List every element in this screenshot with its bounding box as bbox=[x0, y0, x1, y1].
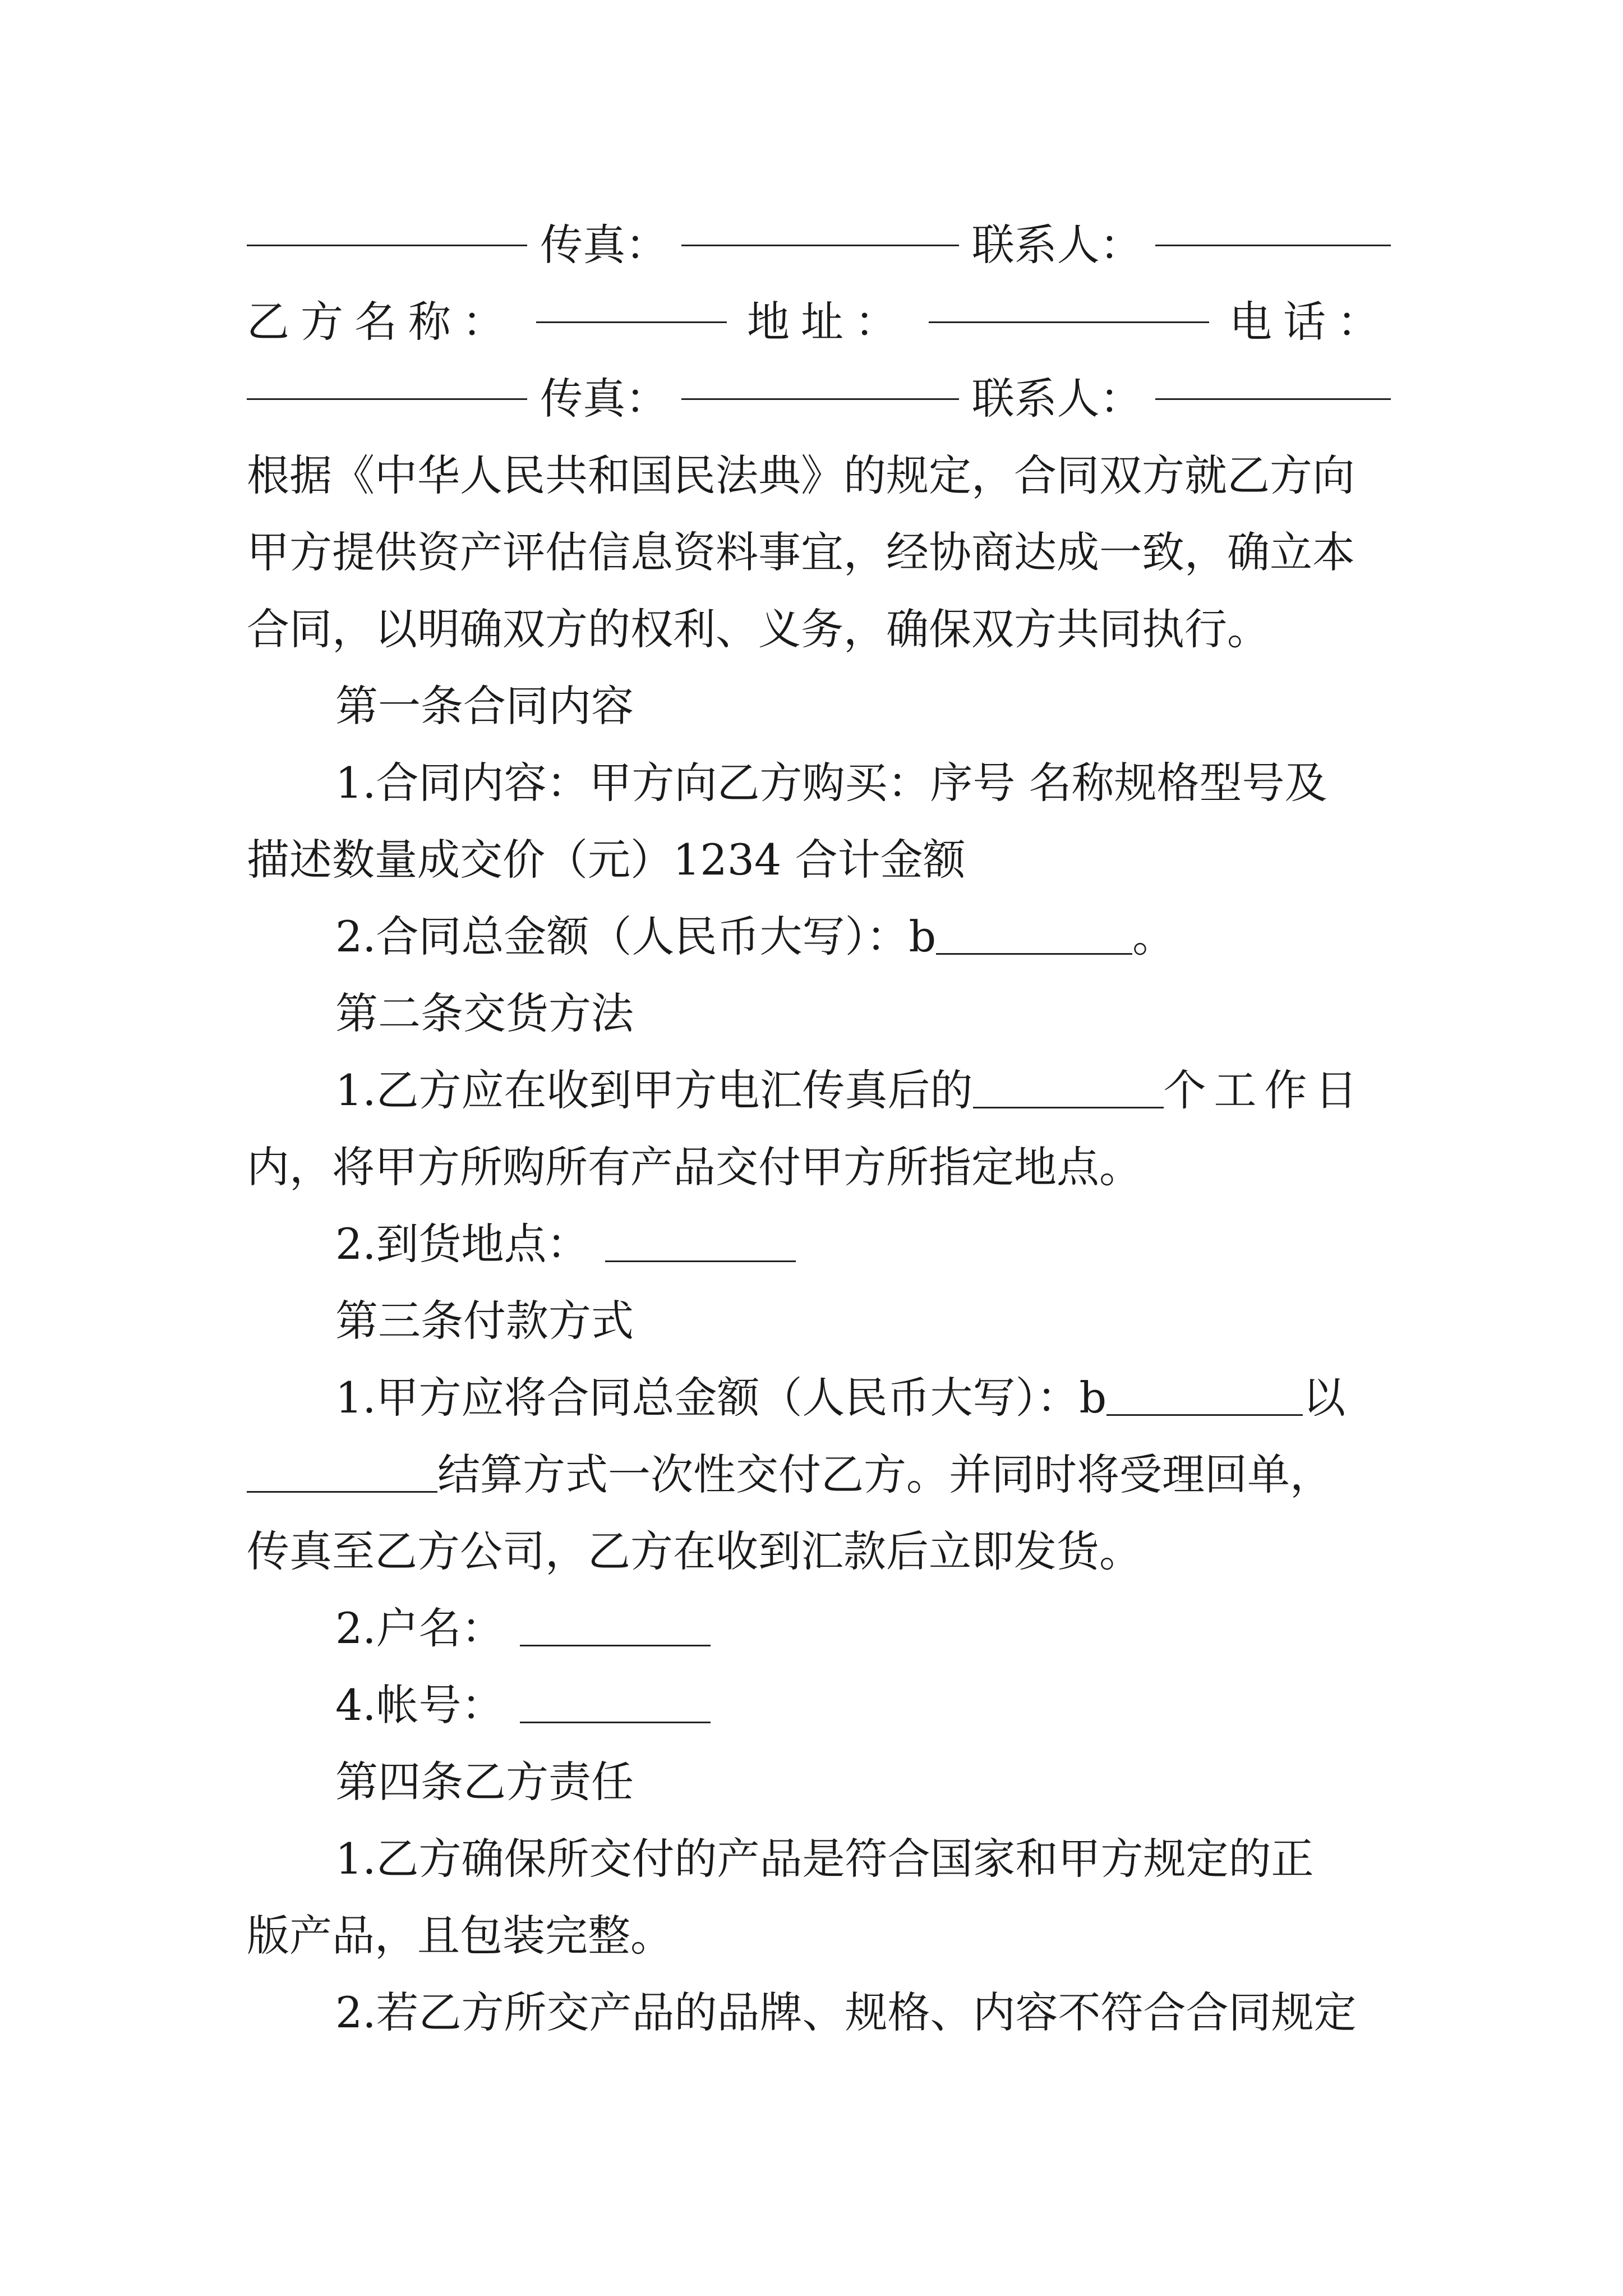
paragraph-text: 2.合同总金额（人民币大写）：b bbox=[335, 912, 937, 961]
article-3-item-4 bbox=[335, 1667, 1391, 1744]
party-b-name-blank bbox=[536, 321, 727, 323]
paragraph-text: 根据《中华人民共和国民法典》的规定，合同双方就乙方向 bbox=[247, 450, 1355, 500]
article-heading: 第二条交货方法 bbox=[335, 988, 634, 1038]
article-1-item-1-line-1 bbox=[335, 744, 1391, 822]
paragraph-text: 个工作日 bbox=[1163, 1065, 1366, 1115]
party-b-name-label: 乙方名称： bbox=[247, 297, 516, 347]
article-3-item-1-line-2 bbox=[247, 1436, 1391, 1513]
blank-field bbox=[247, 398, 527, 400]
address-blank bbox=[929, 321, 1209, 323]
fax-blank bbox=[681, 398, 959, 400]
article-1-item-2 bbox=[335, 898, 1391, 976]
article-3-title bbox=[335, 1282, 1391, 1360]
article-4-item-1-line-1 bbox=[335, 1820, 1391, 1898]
paragraph-text: 以 bbox=[1303, 1373, 1346, 1423]
paragraph-text: 甲方提供资产评估信息资料事宜，经协商达成一致，确立本 bbox=[247, 527, 1355, 577]
paragraph-text: 2.到货地点： bbox=[335, 1219, 589, 1269]
intro-line-2 bbox=[247, 514, 1391, 591]
paragraph-text: 2.若乙方所交产品的品牌、规格、内容不符合合同规定 bbox=[335, 1987, 1357, 2037]
article-heading: 第三条付款方式 bbox=[335, 1296, 634, 1346]
fax-label: 传真： bbox=[540, 220, 668, 270]
paragraph-text: 内，将甲方所购所有产品交付甲方所指定地点。 bbox=[247, 1142, 1142, 1192]
article-1-item-1-line-2 bbox=[247, 821, 1391, 899]
intro-line-3 bbox=[247, 591, 1391, 668]
article-2-item-2 bbox=[335, 1205, 1391, 1283]
contact-label: 联系人： bbox=[971, 374, 1142, 424]
article-4-item-2-line-1 bbox=[335, 1974, 1391, 2051]
account-number-blank bbox=[520, 1721, 711, 1723]
article-heading: 第四条乙方责任 bbox=[335, 1757, 634, 1807]
settlement-method-blank bbox=[247, 1490, 437, 1493]
article-2-item-1-line-1 bbox=[335, 1052, 1391, 1129]
paragraph-text: 1.乙方应在收到甲方电汇传真后的 bbox=[335, 1065, 973, 1115]
fax-blank bbox=[681, 244, 959, 246]
delivery-location-blank bbox=[605, 1260, 796, 1262]
article-1-title bbox=[335, 668, 1391, 745]
article-3-item-2 bbox=[335, 1590, 1391, 1667]
article-4-title bbox=[335, 1743, 1391, 1821]
fax-label: 传真： bbox=[540, 374, 668, 424]
article-3-item-1-line-1 bbox=[335, 1359, 1391, 1437]
party-b-info-row bbox=[247, 283, 1391, 361]
paragraph-text: 1.甲方应将合同总金额（人民币大写）：b bbox=[335, 1373, 1107, 1423]
paragraph-text: 传真至乙方公司，乙方在收到汇款后立即发货。 bbox=[247, 1526, 1142, 1576]
account-name-blank bbox=[520, 1644, 711, 1646]
article-heading: 第一条合同内容 bbox=[335, 681, 634, 731]
paragraph-text: 。 bbox=[1132, 912, 1175, 961]
address-label: 地址： bbox=[747, 297, 909, 347]
contact-label: 联系人： bbox=[971, 220, 1142, 270]
paragraph-text: 结算方式一次性交付乙方。并同时将受理回单， bbox=[437, 1450, 1332, 1499]
blank-field bbox=[247, 244, 527, 246]
intro-line-1 bbox=[247, 437, 1391, 514]
article-2-item-1-line-2 bbox=[247, 1129, 1391, 1206]
paragraph-text: 版产品，且包装完整。 bbox=[247, 1911, 673, 1961]
paragraph-text: 合同，以明确双方的权利、义务，确保双方共同执行。 bbox=[247, 604, 1270, 654]
paragraph-text: 描述数量成交价（元）1234 合计金额 bbox=[247, 835, 966, 885]
paragraph-text: 2.户名： bbox=[335, 1603, 504, 1653]
article-2-title bbox=[335, 975, 1391, 1052]
days-blank bbox=[973, 1106, 1164, 1108]
party-b-fax-contact-row bbox=[247, 360, 1391, 438]
article-4-item-1-line-2 bbox=[247, 1897, 1391, 1975]
article-3-item-1-line-3 bbox=[247, 1513, 1391, 1590]
paragraph-text: 1.乙方确保所交付的产品是符合国家和甲方规定的正 bbox=[335, 1834, 1314, 1884]
amount-blank bbox=[936, 953, 1132, 955]
party-a-fax-contact-row bbox=[247, 206, 1391, 284]
paragraph-text: 4.帐号： bbox=[335, 1680, 504, 1730]
contact-blank bbox=[1155, 244, 1391, 246]
contact-blank bbox=[1155, 398, 1391, 400]
amount-blank bbox=[1106, 1414, 1303, 1416]
phone-label: 电话： bbox=[1229, 297, 1391, 347]
paragraph-text: 1.合同内容：甲方向乙方购买：序号 名称规格型号及 bbox=[335, 758, 1327, 808]
